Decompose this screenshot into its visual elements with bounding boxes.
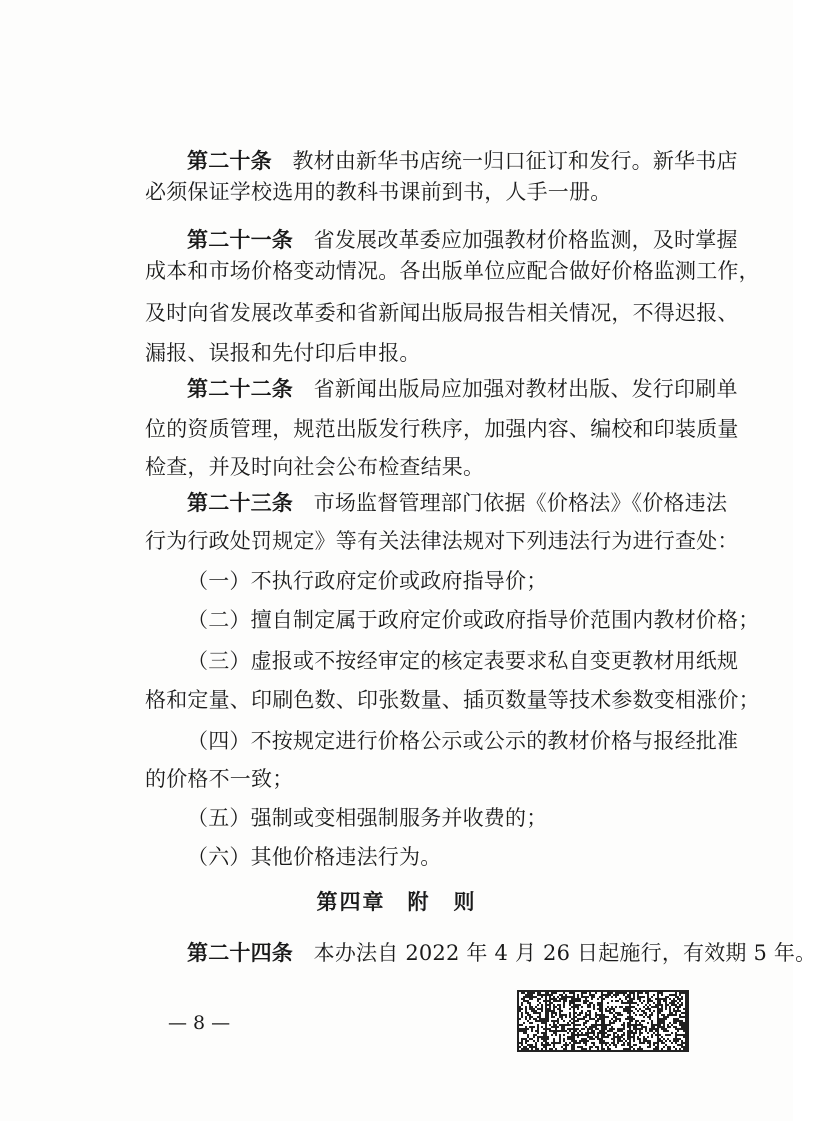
item-2: （二）擅自制定属于政府定价或政府指导价范围内教材价格； xyxy=(187,608,760,632)
article-24-line-1 xyxy=(187,938,816,968)
article-20-title: 第二十条 xyxy=(187,148,272,173)
article-21-line-1 xyxy=(187,225,738,255)
article-20-text: 教材由新华书店统一归口征订和发行。新华书店 xyxy=(292,149,738,173)
article-22-line-2: 位的资质管理，规范出版发行秩序，加强内容、编校和印装质量 xyxy=(145,417,739,441)
article-21-line-4: 漏报、误报和先付印后申报。 xyxy=(145,341,421,365)
item-3-line-1: （三）虚报或不按经审定的核定表要求私自变更教材用纸规 xyxy=(187,649,739,673)
article-23-line-2: 行为行政处罚规定》等有关法律法规对下列违法行为进行查处： xyxy=(145,529,739,553)
article-21-text: 省发展改革委应加强教材价格监测，及时掌握 xyxy=(313,228,738,252)
article-21-line-2: 成本和市场价格变动情况。各出版单位应配合做好价格监测工作， xyxy=(145,259,760,283)
item-4-line-2: 的价格不一致； xyxy=(145,767,294,791)
article-22-line-3: 检查，并及时向社会公布检查结果。 xyxy=(145,455,485,479)
article-21-line-3: 及时向省发展改革委和省新闻出版局报告相关情况，不得迟报、 xyxy=(145,301,739,325)
article-22-line-1 xyxy=(187,374,738,404)
page-number: — 8 — xyxy=(168,1012,231,1034)
item-3-line-2: 格和定量、印刷色数、印张数量、插页数量等技术参数变相涨价； xyxy=(145,688,760,712)
chapter-heading xyxy=(0,887,793,917)
item-4-line-1: （四）不按规定进行价格公示或公示的教材价格与报经批准 xyxy=(187,729,739,753)
article-23-title: 第二十三条 xyxy=(187,490,293,515)
chapter-name: 附 则 xyxy=(407,889,477,914)
article-24-title: 第二十四条 xyxy=(187,940,293,965)
article-20-line-1 xyxy=(187,146,738,176)
barcode-icon xyxy=(517,990,689,1052)
article-22-text: 省新闻出版局应加强对教材出版、发行印刷单 xyxy=(313,377,738,401)
item-5: （五）强制或变相强制服务并收费的； xyxy=(187,806,548,830)
article-24-text: 本办法自 2022 年 4 月 26 日起施行，有效期 5 年。 xyxy=(313,941,816,965)
article-21-title: 第二十一条 xyxy=(187,227,293,252)
chapter-number: 第四章 xyxy=(316,889,386,914)
article-20-line-2: 必须保证学校选用的教科书课前到书，人手一册。 xyxy=(145,180,612,204)
article-23-line-1 xyxy=(187,488,728,518)
item-6: （六）其他价格违法行为。 xyxy=(187,845,442,869)
article-22-title: 第二十二条 xyxy=(187,376,293,401)
item-1: （一）不执行政府定价或政府指导价； xyxy=(187,569,548,593)
article-23-text: 市场监督管理部门依据《价格法》《价格违法 xyxy=(313,491,728,515)
